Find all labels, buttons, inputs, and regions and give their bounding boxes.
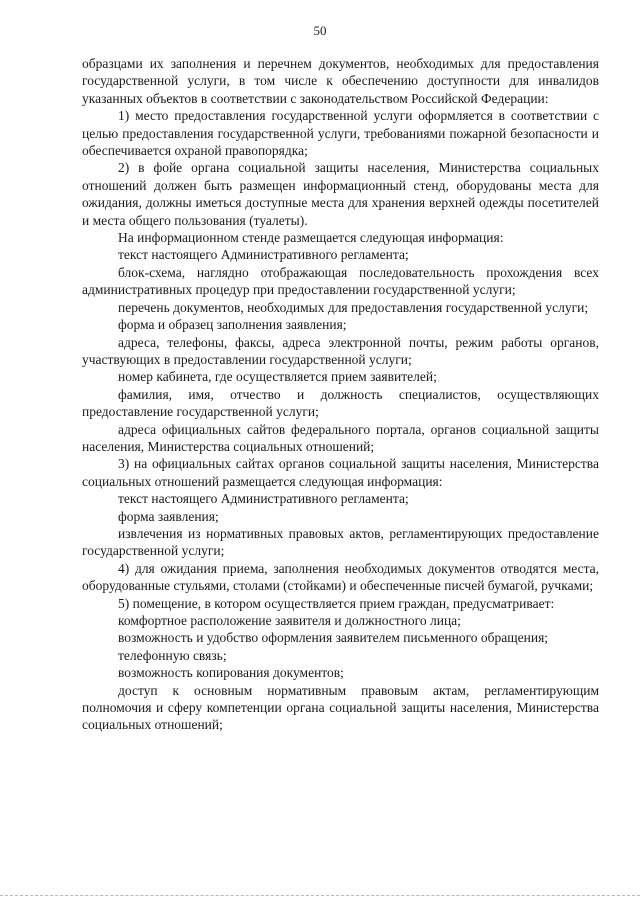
paragraph: комфортное расположение заявителя и должностного лица; (118, 613, 461, 628)
page-number: 50 (313, 23, 327, 38)
paragraph: 3) на официальных сайтах органов социальной защиты населения, Министерства социальных отношений размещается следующая информация: (82, 456, 599, 489)
document-body (82, 55, 599, 734)
paragraph: 5) помещение, в котором осуществляется прием граждан, предусматривает: (118, 595, 555, 611)
paragraph: адреса официальных сайтов федерального портала, органов социальной защиты населения, Министерства социальных отношений; (82, 421, 599, 454)
paragraph: возможность и удобство оформления заявителем письменного обращения; (118, 630, 549, 646)
paragraph: образцами их заполнения и перечнем документов, необходимых для предоставления государственной услуги, в том числе к обеспечению доступности для инвалидов указанных объектов в соответствии с законодательством Российской Федерации: (82, 56, 599, 106)
paragraph: извлечения из нормативных правовых актов, регламентирующих предоставление государственной услуги; (82, 525, 599, 559)
paragraph: 2) в фойе органа социальной защиты населения, Министерства социальных отношений должен быть размещен информационный стенд, оборудованы места для ожидания, должны иметься доступные места для хранения верхней одежды посетителей и места общего пользования (туалеты). (82, 160, 599, 228)
paragraph: перечень документов, необходимых для предоставления государственной услуги; (118, 299, 589, 315)
paragraph: форма заявления; (118, 508, 219, 524)
page-bottom-rule (0, 895, 640, 896)
paragraph: текст настоящего Административного регламента; (118, 491, 409, 507)
paragraph: На информационном стенде размещается следующая информация: (118, 230, 504, 246)
paragraph: 4) для ожидания приема, заполнения необходимых документов отводятся места, оборудованные стульями, столами (стойками) и обеспеченные писчей бумагой, ручками; (82, 560, 599, 594)
paragraph: фамилия, имя, отчество и должность специалистов, осуществляющих предоставление государственной услуги; (82, 386, 599, 420)
paragraph: текст настоящего Административного регламента; (118, 247, 409, 263)
paragraph: форма и образец заполнения заявления; (118, 317, 347, 333)
paragraph: доступ к основным нормативным правовым актам, регламентирующим полномочия и сферу компетенции органа социальной защиты населения, Министерства социальных отношений; (82, 682, 599, 733)
paragraph: 1) место предоставления государственной услуги оформляется в соответствии с целью предоставления государственной услуги, требованиями пожарной безопасности и обеспечивается охраной правопорядка; (82, 108, 599, 159)
paragraph: номер кабинета, где осуществляется прием заявителей; (118, 369, 437, 385)
paragraph: телефонную связь; (118, 647, 227, 663)
paragraph: возможность копирования документов; (118, 665, 344, 681)
paragraph: блок-схема, наглядно отображающая последовательность прохождения всех административных процедур при предоставлении государственной услуги; (82, 264, 599, 298)
paragraph: адреса, телефоны, факсы, адреса электронной почты, режим работы органов, участвующих в предоставлении государственной услуги; (82, 334, 599, 367)
